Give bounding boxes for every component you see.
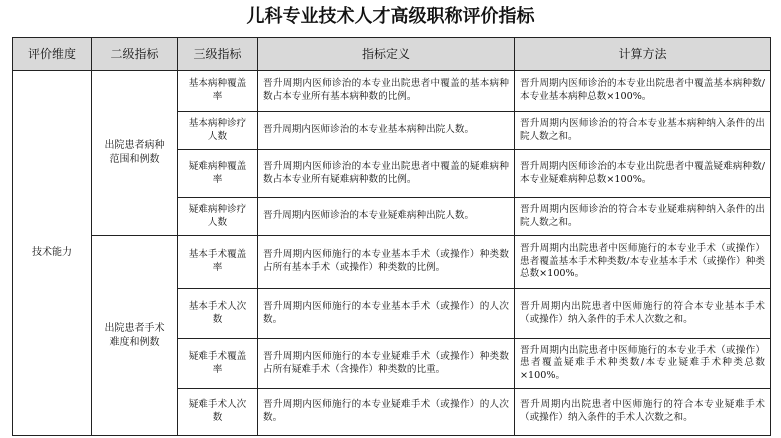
method-cell: 晋升周期内出院患者中医师施行的符合本专业疑难手术（或操作）纳入条件的手术人次数之和。 [515, 389, 771, 436]
header-definition: 指标定义 [258, 38, 515, 71]
group-cell-disease: 出院患者病种范围和例数 [92, 71, 178, 236]
header-method: 计算方法 [515, 38, 771, 71]
definition-cell: 晋升周期内医师施行的本专业基本手术（或操作）的人次数。 [258, 289, 515, 339]
header-dimension: 评价维度 [13, 38, 92, 71]
indicator-cell: 基本手术覆盖率 [178, 236, 258, 289]
definition-cell: 晋升周期内医师诊治的本专业出院患者中覆盖的疑难病种数占本专业所有疑难病种数的比例。 [258, 150, 515, 198]
method-cell: 晋升周期内医师诊治的本专业出院患者中覆盖疑难病种数/本专业疑难病种总数×100%。 [515, 150, 771, 198]
dimension-cell: 技术能力 [13, 71, 92, 436]
indicator-cell: 疑难手术覆盖率 [178, 339, 258, 389]
table-row [13, 71, 771, 112]
indicator-cell: 疑难手术人次数 [178, 389, 258, 436]
indicator-cell: 疑难病种覆盖率 [178, 150, 258, 198]
definition-cell: 晋升周期内医师诊治的本专业基本病种出院人数。 [258, 112, 515, 150]
definition-cell: 晋升周期内医师诊治的本专业出院患者中覆盖的基本病种数占本专业所有基本病种数的比例。 [258, 71, 515, 112]
indicator-cell: 基本病种覆盖率 [178, 71, 258, 112]
method-cell: 晋升周期内医师诊治的符合本专业疑难病种纳入条件的出院人数之和。 [515, 198, 771, 236]
indicator-cell: 疑难病种诊疗人数 [178, 198, 258, 236]
definition-cell: 晋升周期内医师施行的本专业基本手术（或操作）种类数占所有基本手术（或操作）种类数的比例。 [258, 236, 515, 289]
page-title: 儿科专业技术人才高级职称评价指标 [246, 6, 535, 27]
definition-cell: 晋升周期内医师诊治的本专业疑难病种出院人数。 [258, 198, 515, 236]
definition-cell: 晋升周期内医师施行的本专业疑难手术（或操作）的人次数。 [258, 389, 515, 436]
header-second-level: 二级指标 [92, 38, 178, 71]
indicator-cell: 基本病种诊疗人数 [178, 112, 258, 150]
definition-cell: 晋升周期内医师施行的本专业疑难手术（或操作）种类数占所有疑难手术（含操作）种类数的比重。 [258, 339, 515, 389]
method-cell: 晋升周期内医师诊治的符合本专业基本病种纳入条件的出院人数之和。 [515, 112, 771, 150]
indicator-table [12, 37, 771, 436]
header-row [13, 38, 771, 71]
method-cell: 晋升周期内出院患者中医师施行的本专业手术（或操作）患者覆盖基本手术种类数/本专业基本手术（或操作）种类总数×100%。 [515, 236, 771, 289]
indicator-cell: 基本手术人次数 [178, 289, 258, 339]
group-cell-surgery: 出院患者手术难度和例数 [92, 236, 178, 436]
method-cell: 晋升周期内出院患者中医师施行的符合本专业基本手术（或操作）纳入条件的手术人次数之和。 [515, 289, 771, 339]
method-cell: 晋升周期内医师诊治的本专业出院患者中覆盖基本病种数/本专业基本病种总数×100%。 [515, 71, 771, 112]
table-row [13, 236, 771, 289]
method-cell: 晋升周期内出院患者中医师施行的本专业手术（或操作）患者覆盖疑难手术种类数/本专业疑难手术种类总数×100%。 [515, 339, 771, 389]
header-third-level: 三级指标 [178, 38, 258, 71]
